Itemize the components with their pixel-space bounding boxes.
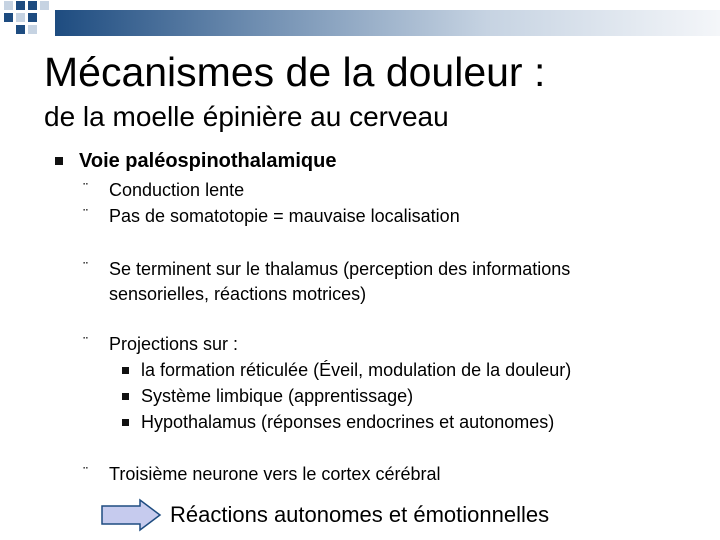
list-item-text: Pas de somatotopie = mauvaise localisation — [109, 206, 460, 226]
slide-subtitle: de la moelle épinière au cerveau — [44, 101, 449, 132]
right-arrow-icon — [100, 498, 162, 532]
list-item-text: sensorielles, réactions motrices) — [109, 284, 367, 304]
sub-list-item-text: Système limbique (apprentissage) — [141, 386, 414, 406]
square-bullet-icon — [122, 419, 129, 426]
conclusion-text: Réactions autonomes et émotionnelles — [170, 502, 550, 527]
square-bullet-icon — [122, 367, 129, 374]
sub-list-item-text: la formation réticulée (Éveil, modulation de la douleur) — [141, 360, 572, 380]
square-bullet-icon — [55, 157, 63, 165]
hollow-square-bullet-icon: ¨ — [82, 466, 89, 482]
hollow-square-bullet-icon: ¨ — [82, 336, 89, 352]
hollow-square-bullet-icon: ¨ — [82, 208, 89, 224]
list-item-text: Projections sur : — [109, 334, 239, 354]
list-item-text: Se terminent sur le thalamus (perception des informations — [109, 259, 571, 279]
square-bullet-icon — [122, 393, 129, 400]
hollow-square-bullet-icon: ¨ — [82, 261, 89, 277]
main-bullet-text: Voie paléospinothalamique — [79, 150, 337, 172]
sub-list-item-text: Hypothalamus (réponses endocrines et autonomes) — [141, 412, 555, 432]
hollow-square-bullet-icon: ¨ — [82, 182, 89, 198]
slide-title: Mécanismes de la douleur : — [44, 49, 546, 95]
title-gradient-bar — [55, 10, 720, 36]
list-item-text: Troisième neurone vers le cortex cérébral — [109, 464, 441, 484]
list-item-text: Conduction lente — [109, 180, 245, 200]
corner-squares-decoration — [0, 0, 60, 40]
